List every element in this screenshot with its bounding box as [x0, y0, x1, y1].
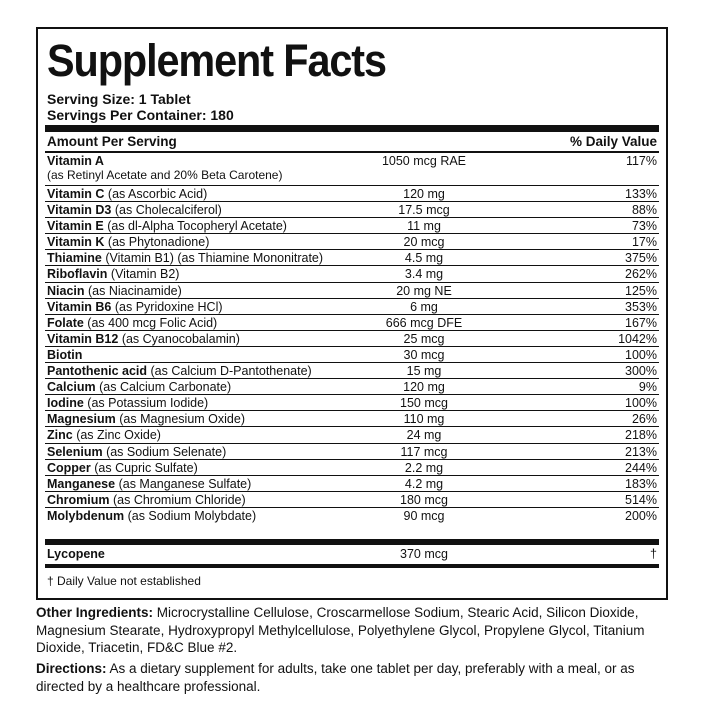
nutrient-label: Pantothenic acid: [47, 364, 148, 379]
nutrient-name: [47, 348, 82, 363]
nutrient-daily-value: 353%: [625, 299, 657, 314]
nutrient-name: [47, 316, 217, 331]
nutrient-label: Magnesium: [47, 412, 116, 427]
directions-label: Directions:: [36, 661, 107, 676]
nutrient-source-note: (as dl-Alpha Tocopheryl Acetate): [107, 219, 287, 234]
nutrient-label: Thiamine: [47, 251, 102, 266]
other-nutrient-dv: †: [650, 547, 657, 561]
servings-per-container: Servings Per Container: 180: [47, 107, 234, 123]
nutrient-amount: 3.4 mg: [404, 267, 444, 282]
nutrient-label: Vitamin A: [47, 154, 104, 168]
nutrient-name: [47, 380, 231, 395]
nutrient-daily-value: 125%: [625, 283, 657, 298]
nutrient-daily-value: 262%: [625, 267, 657, 282]
nutrient-name: [47, 284, 182, 299]
other-ingredients-text: Microcrystalline Cellulose, Croscarmellose Sodium, Stearic Acid, Silicon Dioxide, Magnesium Stearate, Hydroxypropyl Methylcellulose, Polyethylene Glycol, Propylene Glycol, Titanium Dioxide, Triacetin, FD&C Blue #2.: [36, 605, 645, 655]
nutrient-amount: 4.2 mg: [404, 476, 444, 491]
nutrient-source-note: (as Pyridoxine HCl): [114, 299, 223, 314]
nutrient-daily-value: 117%: [625, 154, 657, 168]
nutrient-label: Folate: [47, 315, 84, 330]
nutrient-amount: 150 mcg: [400, 396, 448, 411]
nutrient-name: [47, 396, 208, 411]
nutrient-source-note: (as Sodium Molybdate): [127, 508, 257, 523]
nutrient-label: Zinc: [47, 428, 73, 443]
nutrient-row: [45, 201, 659, 217]
nutrient-amount: 15 mg: [406, 364, 442, 379]
nutrient-daily-value: 1042%: [618, 331, 657, 346]
nutrient-name: [47, 187, 207, 202]
nutrient-amount: 4.5 mg: [404, 251, 444, 266]
nutrient-name: [47, 461, 198, 476]
nutrient-label: Copper: [47, 460, 91, 475]
nutrient-label: Riboflavin: [47, 267, 108, 282]
nutrient-name: [47, 267, 179, 282]
thick-divider-bottom: [45, 564, 659, 568]
nutrient-label: Vitamin E: [47, 219, 104, 234]
other-nutrient-row: [45, 546, 659, 562]
thick-divider-middle: [45, 539, 659, 545]
nutrient-name: [47, 235, 209, 250]
amount-per-serving-label: Amount Per Serving: [47, 134, 177, 149]
nutrient-daily-value: 100%: [625, 396, 657, 411]
footnote: † Daily Value not established: [47, 574, 201, 588]
nutrient-source-note: (as Ascorbic Acid): [107, 187, 208, 201]
nutrient-source-note: (as Zinc Oxide): [76, 428, 161, 443]
nutrient-source-note: (as Phytonadione): [107, 235, 210, 250]
nutrient-amount: 2.2 mg: [404, 460, 444, 475]
nutrient-row: [45, 153, 659, 185]
nutrient-row: [45, 491, 659, 507]
nutrient-daily-value: 167%: [625, 315, 657, 330]
serving-size: Serving Size: 1 Tablet: [47, 91, 191, 107]
nutrient-row: [45, 282, 659, 298]
nutrient-source-note: (as Manganese Sulfate): [118, 476, 252, 491]
nutrient-label: Calcium: [47, 380, 96, 395]
nutrient-amount: 120 mg: [403, 187, 445, 201]
nutrient-source-note: (as Calcium Carbonate): [99, 380, 232, 395]
nutrient-source-note: (as Cyanocobalamin): [121, 331, 240, 346]
nutrient-label: Niacin: [47, 283, 85, 298]
nutrient-amount: 6 mg: [410, 299, 438, 314]
nutrient-source-note: (as Calcium D-Pantothenate): [150, 364, 312, 379]
nutrient-amount: 30 mcg: [403, 347, 445, 362]
nutrient-row: [45, 265, 659, 281]
nutrient-row: [45, 362, 659, 378]
nutrient-daily-value: 100%: [625, 347, 657, 362]
nutrient-row: [45, 394, 659, 410]
nutrient-name: [47, 251, 323, 266]
other-ingredients: [36, 604, 686, 657]
nutrient-label: Biotin: [47, 347, 83, 362]
nutrient-source-note: (as Potassium Iodide): [87, 396, 209, 411]
nutrient-amount: 117 mcg: [400, 444, 448, 459]
thick-divider-top: [45, 125, 659, 132]
nutrient-label: Chromium: [47, 492, 110, 507]
nutrient-source-note: (as Niacinamide): [88, 283, 182, 298]
nutrient-source-note: (Vitamin B1) (as Thiamine Mononitrate): [105, 251, 324, 266]
nutrient-source-note: (as Retinyl Acetate and 20% Beta Carotene): [47, 168, 283, 182]
nutrient-label: Vitamin B6: [47, 299, 112, 314]
table-header: [47, 133, 657, 151]
nutrient-daily-value: 17%: [631, 235, 657, 250]
nutrient-amount: 120 mg: [403, 380, 445, 395]
nutrient-daily-value: 514%: [625, 492, 657, 507]
nutrient-row: [45, 298, 659, 314]
nutrient-amount: 25 mcg: [403, 331, 445, 346]
nutrient-source-note: (as Magnesium Oxide): [119, 412, 245, 427]
nutrient-row: [45, 233, 659, 249]
supplement-facts-panel: [36, 27, 668, 600]
nutrient-amount: 24 mg: [406, 428, 442, 443]
nutrient-daily-value: 183%: [625, 476, 657, 491]
nutrient-name: [47, 428, 161, 443]
nutrient-row: [45, 475, 659, 491]
nutrient-daily-value: 213%: [625, 444, 657, 459]
nutrient-name: [47, 154, 104, 169]
nutrient-name: [47, 332, 240, 347]
nutrient-daily-value: 88%: [631, 203, 657, 218]
daily-value-label: % Daily Value: [569, 134, 657, 149]
nutrient-row: [45, 459, 659, 475]
nutrient-amount: 17.5 mcg: [398, 203, 450, 218]
nutrient-row: [45, 217, 659, 233]
nutrient-amount: 20 mcg: [403, 235, 445, 250]
nutrient-daily-value: 375%: [625, 251, 657, 266]
nutrient-source-note: (as 400 mcg Folic Acid): [87, 315, 218, 330]
nutrient-row: [45, 443, 659, 459]
nutrient-name: [47, 445, 226, 460]
nutrient-amount: 90 mcg: [403, 508, 445, 523]
nutrient-source-note: (as Sodium Selenate): [106, 444, 227, 459]
nutrient-row: [45, 426, 659, 442]
nutrient-daily-value: 244%: [625, 460, 657, 475]
nutrient-daily-value: 133%: [625, 187, 657, 201]
nutrient-name: [47, 509, 256, 524]
nutrient-amount: 110 mg: [403, 412, 445, 427]
nutrient-label: Vitamin K: [47, 235, 105, 250]
nutrient-row: [45, 410, 659, 426]
nutrient-source-note: (Vitamin B2): [110, 267, 180, 282]
nutrient-daily-value: 300%: [625, 364, 657, 379]
nutrient-daily-value: 218%: [625, 428, 657, 443]
nutrient-label: Vitamin D3: [47, 203, 112, 218]
nutrient-daily-value: 73%: [631, 219, 657, 234]
nutrient-row: [45, 185, 659, 201]
other-nutrient-name: Lycopene: [47, 547, 105, 561]
nutrient-row: [45, 249, 659, 265]
nutrient-amount: 20 mg NE: [396, 283, 452, 298]
directions-text: As a dietary supplement for adults, take one tablet per day, preferably with a meal, or as directed by a healthcare professional.: [36, 661, 635, 694]
nutrient-amount: 180 mcg: [400, 492, 448, 507]
nutrient-name: [47, 412, 245, 427]
nutrient-list: [45, 153, 659, 523]
other-nutrient-amount: 370 mcg: [400, 547, 448, 561]
nutrient-row: [45, 314, 659, 330]
nutrient-name: [47, 364, 312, 379]
panel-title: Supplement Facts: [47, 35, 386, 86]
nutrient-amount: 666 mcg DFE: [385, 315, 463, 330]
nutrient-label: Selenium: [47, 444, 103, 459]
nutrient-row: [45, 330, 659, 346]
nutrient-amount: 1050 mcg RAE: [381, 154, 467, 168]
nutrient-label: Vitamin C: [47, 187, 105, 201]
nutrient-row: [45, 346, 659, 362]
nutrient-source-note: (as Cholecalciferol): [114, 203, 222, 218]
nutrient-name: [47, 219, 287, 234]
nutrient-label: Vitamin B12: [47, 331, 119, 346]
nutrient-label: Iodine: [47, 396, 84, 411]
nutrient-name: [47, 477, 251, 492]
nutrient-label: Molybdenum: [47, 508, 125, 523]
nutrient-daily-value: 26%: [631, 412, 657, 427]
nutrient-name: [47, 203, 222, 218]
other-ingredients-label: Other Ingredients:: [36, 605, 154, 620]
directions: [36, 660, 686, 695]
nutrient-name: [47, 300, 223, 315]
nutrient-daily-value: 200%: [625, 508, 657, 523]
nutrient-amount: 11 mg: [407, 219, 441, 234]
nutrient-label: Manganese: [47, 476, 116, 491]
nutrient-row: [45, 378, 659, 394]
nutrient-source-note: (as Chromium Chloride): [112, 492, 246, 507]
nutrient-row: [45, 507, 659, 523]
nutrient-name: [47, 493, 246, 508]
nutrient-daily-value: 9%: [638, 380, 657, 395]
nutrient-source-note: (as Cupric Sulfate): [94, 460, 198, 475]
